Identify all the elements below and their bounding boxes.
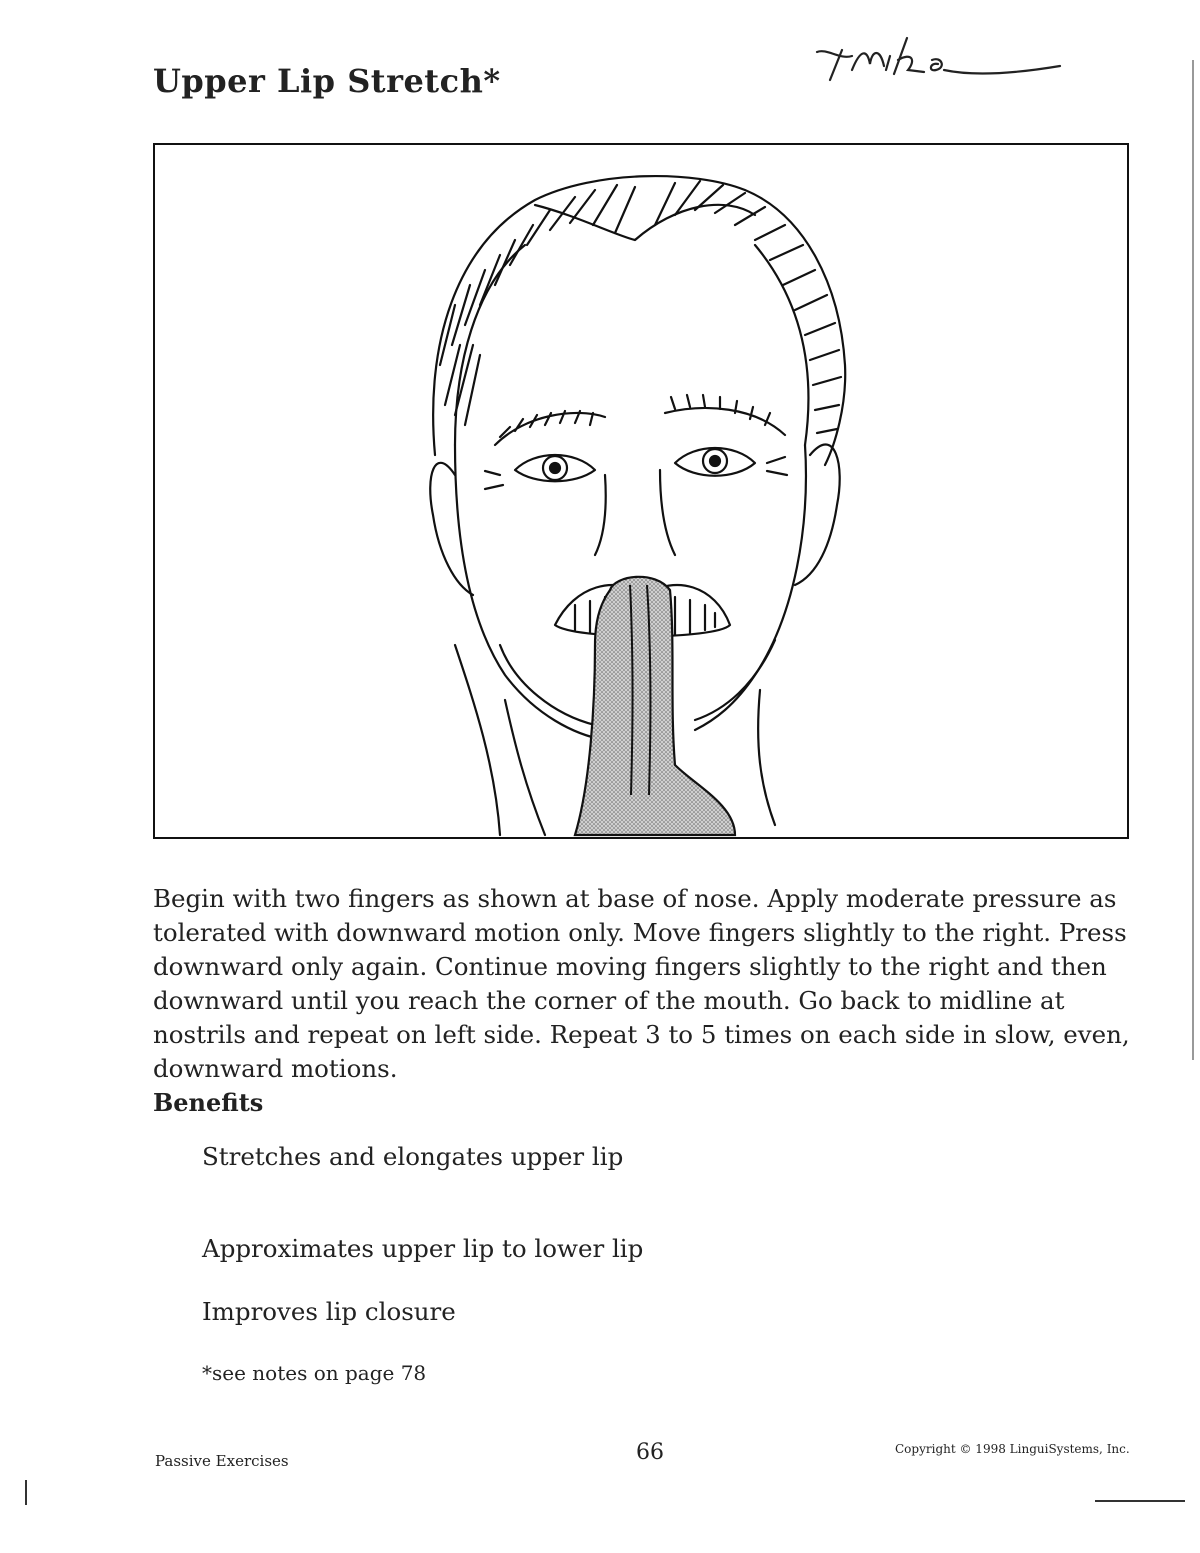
fingers	[575, 577, 735, 835]
right-ear	[795, 445, 840, 585]
handwritten-signature	[812, 30, 1072, 90]
face-with-two-fingers-on-upper-lip-icon	[155, 145, 1131, 841]
page-number: 66	[636, 1440, 664, 1465]
footer-section-label: Passive Exercises	[155, 1452, 289, 1470]
scan-edge-mark	[25, 1480, 27, 1505]
left-eyebrow	[495, 411, 605, 445]
benefit-item: Stretches and elongates upper lip	[202, 1142, 624, 1171]
benefit-item: Improves lip closure	[202, 1297, 456, 1326]
instructions-paragraph: Begin with two fingers as shown at base of nose. Apply moderate pressure as tolerated with downward motion only. Move fingers slightly to the right. Press downward only again. Continue moving fingers slightly to the right and then downward until you reach the corner of the mouth. Go back to midline at nostrils and repeat on left side. Repeat 3 to 5 times on each side in slow, even, downward motions.	[153, 884, 1130, 1083]
exercise-illustration	[153, 143, 1129, 839]
right-eyebrow	[665, 395, 785, 435]
benefit-item: Approximates upper lip to lower lip	[202, 1234, 644, 1263]
page-title: Upper Lip Stretch*	[153, 62, 501, 100]
nose	[595, 470, 675, 555]
benefits-heading: Benefits	[153, 1088, 264, 1117]
copyright-notice: Copyright © 1998 LinguiSystems, Inc.	[895, 1442, 1130, 1456]
hair	[433, 176, 845, 465]
scan-edge-mark	[1095, 1500, 1185, 1502]
footnote: *see notes on page 78	[202, 1361, 427, 1385]
scan-edge-mark	[1192, 60, 1194, 1060]
